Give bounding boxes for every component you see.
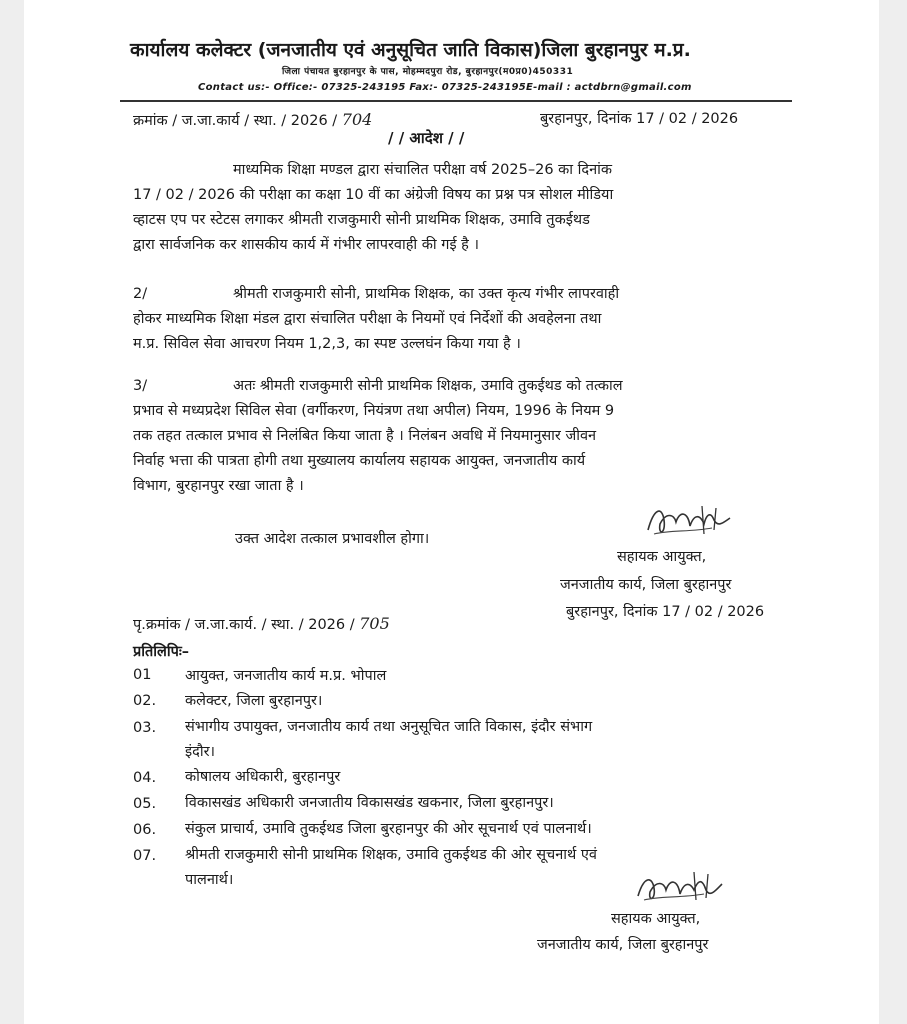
paragraph-3 bbox=[133, 374, 773, 499]
paragraph-1 bbox=[133, 158, 773, 258]
letterhead-rule bbox=[120, 100, 792, 102]
copy-item-text: पालनार्थ। bbox=[185, 872, 234, 888]
paragraph-3-line: अतः श्रीमती राजकुमारी सोनी प्राथमिक शिक्षक, उमावि तुकईथड को तत्काल bbox=[233, 378, 623, 394]
page-right-margin bbox=[879, 0, 907, 1024]
signature-1-place-date: बुरहानपुर, दिनांक 17 / 02 / 2026 bbox=[566, 604, 765, 620]
paragraph-2-line: श्रीमती राजकुमारी सोनी, प्राथमिक शिक्षक, का उक्त कृत्य गंभीर लापरवाही bbox=[233, 286, 620, 302]
copy-item-number: 03. bbox=[133, 720, 157, 736]
endorsement-ref-number: 705 bbox=[359, 614, 390, 633]
copy-item-number: 07. bbox=[133, 848, 157, 864]
endorsement-ref-prefix: पृ.क्रमांक / ज.जा.कार्य. / स्था. / 2026 / bbox=[133, 617, 355, 633]
copy-item-text: इंदौर। bbox=[185, 744, 216, 760]
office-contact: Contact us:- Office:- 07325-243195 Fax:- 07325-243195E-mail : actdbrn@gmail.com bbox=[198, 82, 692, 93]
order-ref-prefix: क्रमांक / ज.जा.कार्य / स्था. / 2026 / bbox=[133, 113, 338, 129]
office-address: जिला पंचायत बुरहानपुर के पास, मोहम्मदपुरा रोड, बुरहानपुर(म0प्र0)450331 bbox=[282, 67, 574, 77]
copy-item-text: विकासखंड अधिकारी जनजातीय विकासखंड खकनार, जिला बुरहानपुर। bbox=[185, 795, 554, 811]
paragraph-3-line: निर्वाह भत्ता की पात्रता होगी तथा मुख्यालय कार्यालय सहायक आयुक्त, जनजातीय कार्य bbox=[133, 453, 586, 469]
endorsement-ref bbox=[133, 614, 390, 634]
order-title: / / आदेश / / bbox=[388, 129, 465, 147]
paragraph-1-line: व्हाटस एप पर स्टेटस लगाकर श्रीमती राजकुमारी सोनी प्राथमिक शिक्षक, उमावि तुकईथड bbox=[133, 212, 590, 228]
copy-item-text: कलेक्टर, जिला बुरहानपुर। bbox=[185, 693, 323, 709]
copy-item-number: 05. bbox=[133, 796, 157, 812]
order-place-date: बुरहानपुर, दिनांक 17 / 02 / 2026 bbox=[540, 111, 739, 127]
page-left-margin bbox=[0, 0, 24, 1024]
office-title: कार्यालय कलेक्टर (जनजातीय एवं अनुसूचित जाति विकास)जिला बुरहानपुर म.प्र. bbox=[130, 39, 691, 61]
signature-2-designation: सहायक आयुक्त, bbox=[611, 911, 701, 927]
copy-item-number: 04. bbox=[133, 770, 157, 786]
paragraph-3-line: विभाग, बुरहानपुर रखा जाता है । bbox=[133, 478, 304, 494]
paragraph-2-line: होकर माध्यमिक शिक्षा मंडल द्वारा संचालित परीक्षा के नियमों एवं निर्देशों की अवहेलना तथा bbox=[133, 311, 602, 327]
copy-item-text: आयुक्त, जनजातीय कार्य म.प्र. भोपाल bbox=[185, 668, 387, 684]
effective-statement: उक्त आदेश तत्काल प्रभावशील होगा। bbox=[235, 531, 430, 547]
signature-2-department: जनजातीय कार्य, जिला बुरहानपुर bbox=[537, 937, 709, 953]
copy-item-number: 06. bbox=[133, 822, 157, 838]
signature-2-scribble bbox=[628, 868, 728, 910]
order-ref bbox=[133, 110, 372, 130]
signature-1-designation: सहायक आयुक्त, bbox=[617, 549, 707, 565]
signature-1 bbox=[640, 500, 740, 544]
signature-1-department: जनजातीय कार्य, जिला बुरहानपुर bbox=[560, 577, 732, 593]
copy-item-text: श्रीमती राजकुमारी सोनी प्राथमिक शिक्षक, उमावि तुकईथड की ओर सूचनार्थ एवं bbox=[185, 847, 597, 863]
copy-item-text: कोषालय अधिकारी, बुरहानपुर bbox=[185, 769, 341, 785]
paragraph-2-line: म.प्र. सिविल सेवा आचरण नियम 1,2,3, का स्पष्ट उल्लघंन किया गया है । bbox=[133, 336, 521, 352]
paragraph-1-line: द्वारा सार्वजनिक कर शासकीय कार्य में गंभीर लापरवाही की गई है । bbox=[133, 237, 479, 253]
copy-label: प्रतिलिपिः– bbox=[133, 644, 190, 660]
paragraph-2-number: 2/ bbox=[133, 286, 148, 302]
paragraph-2 bbox=[133, 282, 773, 357]
copy-item-text: संभागीय उपायुक्त, जनजातीय कार्य तथा अनुसूचित जाति विकास, इंदौर संभाग bbox=[185, 719, 593, 735]
paragraph-3-line: प्रभाव से मध्यप्रदेश सिविल सेवा (वर्गीकरण, नियंत्रण तथा अपील) नियम, 1996 के नियम 9 bbox=[133, 403, 615, 419]
order-ref-number: 704 bbox=[341, 110, 373, 129]
paragraph-3-number: 3/ bbox=[133, 378, 148, 394]
paragraph-1-line: माध्यमिक शिक्षा मण्डल द्वारा संचालित परीक्षा वर्ष 2025–26 का दिनांक bbox=[233, 162, 613, 178]
copy-item-number: 01 bbox=[133, 667, 152, 683]
paragraph-1-line: 17 / 02 / 2026 की परीक्षा का कक्षा 10 वीं का अंग्रेजी विषय का प्रश्न पत्र सोशल मीडिया bbox=[133, 187, 614, 203]
paragraph-3-line: तक तहत तत्काल प्रभाव से निलंबित किया जाता है । निलंबन अवधि में नियमानुसार जीवन bbox=[133, 428, 597, 444]
signature-1-scribble bbox=[640, 500, 740, 544]
signature-2 bbox=[628, 868, 728, 910]
copy-item-text: संकुल प्राचार्य, उमावि तुकईथड जिला बुरहानपुर की ओर सूचनार्थ एवं पालनार्थ। bbox=[185, 821, 592, 837]
copy-item-number: 02. bbox=[133, 693, 157, 709]
